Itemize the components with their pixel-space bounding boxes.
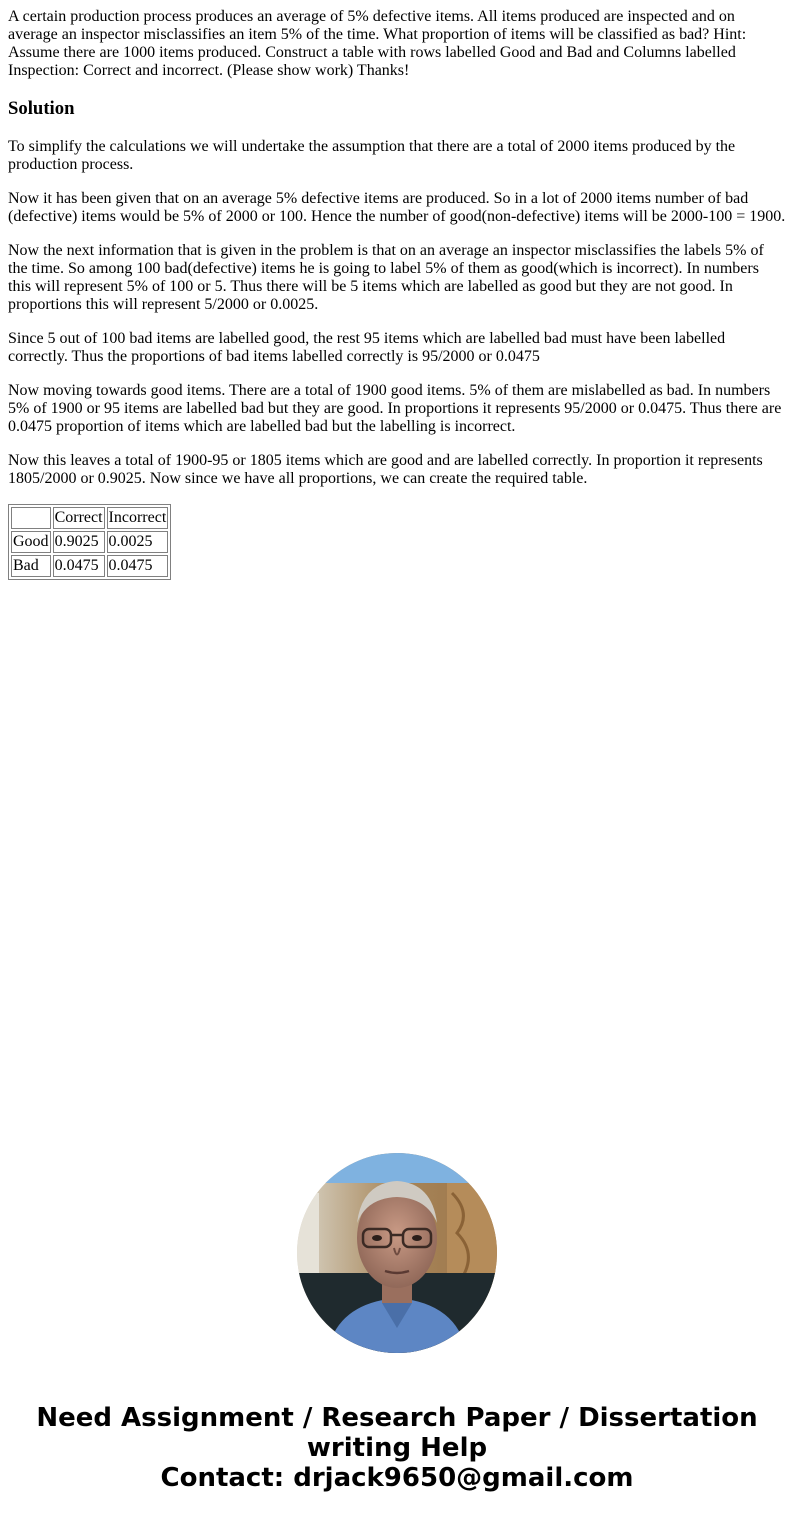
table-row-label-bad: Bad	[11, 555, 51, 577]
solution-paragraph: Now this leaves a total of 1900-95 or 1805 items which are good and are labelled correctly. In proportion it represents 1805/2000 or 0.9025. Now since we have all proportions, we can create the required table.	[8, 452, 763, 487]
author-photo	[297, 1153, 497, 1353]
footer-line-1: Need Assignment / Research Paper / Dissertation	[36, 1403, 758, 1433]
table-header-cell-incorrect: Incorrect	[107, 507, 169, 529]
table-row-label-good: Good	[11, 531, 51, 553]
answer-table	[8, 504, 171, 580]
solution-paragraph: To simplify the calculations we will undertake the assumption that there are a total of 2000 items produced by the production process.	[8, 138, 736, 173]
table-cell: 0.9025	[53, 531, 105, 553]
table-header-cell-empty	[11, 507, 51, 529]
question-text: A certain production process produces an average of 5% defective items. All items produced are inspected and on average an inspector misclassifies an item 5% of the time. What proportion of items will be classified as bad? Hint: Assume there are 1000 items produced. Construct a table with rows labelled Good and Bad and Columns labelled Inspection: Correct and incorrect. (Please show work) Thanks!	[8, 8, 747, 79]
solution-paragraph: Now the next information that is given in the problem is that on an average an inspector misclassifies the labels 5% of the time. So among 100 bad(defective) items he is going to label 5% of them as good(which is incorrect). In numbers this will represent 5% of 100 or 5. Thus there will be 5 items which are labelled as good but they are not good. In proportions this will represent 5/2000 or 0.0025.	[8, 242, 764, 313]
table-cell: 0.0475	[53, 555, 105, 577]
footer-line-2: writing Help	[306, 1433, 488, 1463]
footer-contact-email: Contact: drjack9650@gmail.com	[160, 1463, 634, 1493]
table-header-row	[11, 507, 168, 529]
table-cell: 0.0475	[107, 555, 169, 577]
table-row	[11, 531, 168, 553]
table-cell: 0.0025	[107, 531, 169, 553]
author-avatar	[297, 1153, 497, 1353]
solution-paragraph: Now it has been given that on an average 5% defective items are produced. So in a lot of 2000 items number of bad (defective) items would be 5% of 2000 or 100. Hence the number of good(non-defective) items will be 2000-100 = 1900.	[8, 190, 786, 225]
footer-contact	[0, 1403, 794, 1493]
solution-heading: Solution	[8, 98, 75, 119]
solution-paragraph: Since 5 out of 100 bad items are labelled good, the rest 95 items which are labelled bad must have been labelled correctly. Thus the proportions of bad items labelled correctly is 95/2000 or 0.0475	[8, 330, 726, 365]
table-row	[11, 555, 168, 577]
table-header-cell-correct: Correct	[53, 507, 105, 529]
document-body	[0, 0, 794, 580]
solution-paragraph: Now moving towards good items. There are a total of 1900 good items. 5% of them are mislabelled as bad. In numbers 5% of 1900 or 95 items are labelled bad but they are good. In proportions it represents 95/2000 or 0.0475. Thus there are 0.0475 proportion of items which are labelled bad but the labelling is incorrect.	[8, 382, 782, 435]
